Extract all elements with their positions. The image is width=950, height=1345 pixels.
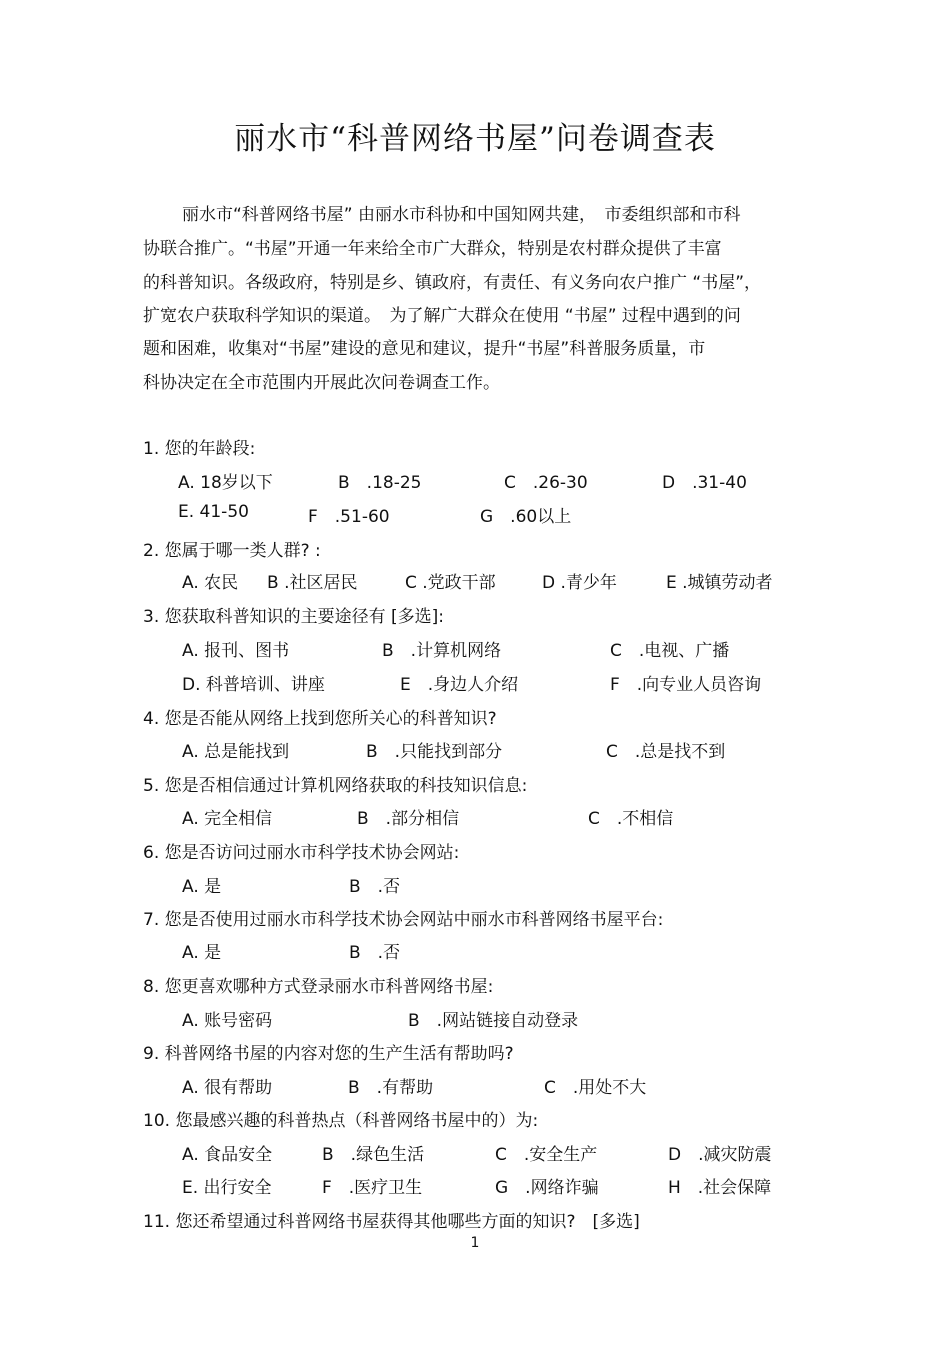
option-c[interactable]: C .总是找不到	[606, 742, 726, 762]
option-d[interactable]: D. 科普培训、讲座	[182, 675, 325, 695]
option-c[interactable]: C .用处不大	[544, 1078, 647, 1098]
question-2: 2. 您属于哪一类人群? :	[143, 541, 321, 561]
option-b[interactable]: B .否	[349, 877, 401, 897]
option-a[interactable]: A. 总是能找到	[182, 742, 290, 762]
question-3: 3. 您获取科普知识的主要途径有 [多选]:	[143, 607, 445, 627]
intro-line: 科协决定在全市范围内开展此次问卷调查工作。	[143, 373, 500, 393]
option-f[interactable]: F .医疗卫生	[322, 1178, 423, 1198]
option-a[interactable]: A. 食品安全	[182, 1145, 273, 1165]
option-a[interactable]: A. 是	[182, 877, 222, 897]
option-d[interactable]: D .青少年	[542, 573, 617, 593]
question-11: 11. 您还希望通过科普网络书屋获得其他哪些方面的知识? [多选]	[143, 1212, 640, 1232]
option-f[interactable]: F .向专业人员咨询	[610, 675, 762, 695]
question-7: 7. 您是否使用过丽水市科学技术协会网站中丽水市科普网络书屋平台:	[143, 910, 664, 930]
intro-line: 扩宽农户获取科学知识的渠道。 为了解广大群众在使用 “书屋” 过程中遇到的问	[143, 306, 741, 326]
option-c[interactable]: C .党政干部	[405, 573, 496, 593]
option-b[interactable]: B .18-25	[338, 473, 422, 493]
question-9: 9. 科普网络书屋的内容对您的生产生活有帮助吗?	[143, 1044, 514, 1064]
option-a[interactable]: A. 报刊、图书	[182, 641, 290, 661]
option-e[interactable]: E. 41-50	[178, 502, 249, 522]
option-c[interactable]: C .安全生产	[495, 1145, 598, 1165]
option-a[interactable]: A. 是	[182, 943, 222, 963]
option-b[interactable]: B .网站链接自动登录	[408, 1011, 579, 1031]
option-d[interactable]: D .31-40	[662, 473, 747, 493]
option-a[interactable]: A. 完全相信	[182, 809, 273, 829]
option-a[interactable]: A. 农民	[182, 573, 239, 593]
option-e[interactable]: E .城镇劳动者	[666, 573, 773, 593]
option-g[interactable]: G .60以上	[480, 507, 572, 527]
question-5: 5. 您是否相信通过计算机网络获取的科技知识信息:	[143, 776, 528, 796]
question-10: 10. 您最感兴趣的科普热点（科普网络书屋中的）为:	[143, 1111, 539, 1131]
option-b[interactable]: B .只能找到部分	[366, 742, 503, 762]
question-4: 4. 您是否能从网络上找到您所关心的科普知识?	[143, 709, 497, 729]
option-a[interactable]: A. 18岁以下	[178, 473, 273, 493]
intro-line: 题和困难，收集对“书屋”建设的意见和建议，提升“书屋”科普服务质量，市	[143, 339, 706, 359]
option-e[interactable]: E .身边人介绍	[400, 675, 519, 695]
option-f[interactable]: F .51-60	[308, 507, 390, 527]
option-a[interactable]: A. 很有帮助	[182, 1078, 273, 1098]
option-d[interactable]: D .减灾防震	[668, 1145, 772, 1165]
option-c[interactable]: C .不相信	[588, 809, 674, 829]
page-number: 1	[470, 1235, 480, 1251]
intro-line: 丽水市“科普网络书屋” 由丽水市科协和中国知网共建， 市委组织部和市科	[182, 205, 741, 225]
question-6: 6. 您是否访问过丽水市科学技术协会网站:	[143, 843, 460, 863]
option-b[interactable]: B .否	[349, 943, 401, 963]
option-b[interactable]: B .社区居民	[267, 573, 358, 593]
option-e[interactable]: E. 出行安全	[182, 1178, 272, 1198]
option-b[interactable]: B .部分相信	[357, 809, 460, 829]
question-1: 1. 您的年龄段:	[143, 439, 256, 459]
option-a[interactable]: A. 账号密码	[182, 1011, 273, 1031]
option-b[interactable]: B .有帮助	[348, 1078, 434, 1098]
option-b[interactable]: B .绿色生活	[322, 1145, 425, 1165]
intro-line: 的科普知识。各级政府，特别是乡、镇政府，有责任、有义务向农户推广 “书屋”，	[143, 273, 762, 293]
option-h[interactable]: H .社会保障	[668, 1178, 772, 1198]
option-b[interactable]: B .计算机网络	[382, 641, 502, 661]
option-c[interactable]: C .26-30	[504, 473, 588, 493]
question-8: 8. 您更喜欢哪种方式登录丽水市科普网络书屋:	[143, 977, 494, 997]
page-title: 丽水市“科普网络书屋”问卷调查表	[234, 121, 716, 157]
intro-line: 协联合推广。“书屋”开通一年来给全市广大群众，特别是农村群众提供了丰富	[143, 239, 722, 259]
option-g[interactable]: G .网络诈骗	[495, 1178, 599, 1198]
option-c[interactable]: C .电视、广播	[610, 641, 730, 661]
